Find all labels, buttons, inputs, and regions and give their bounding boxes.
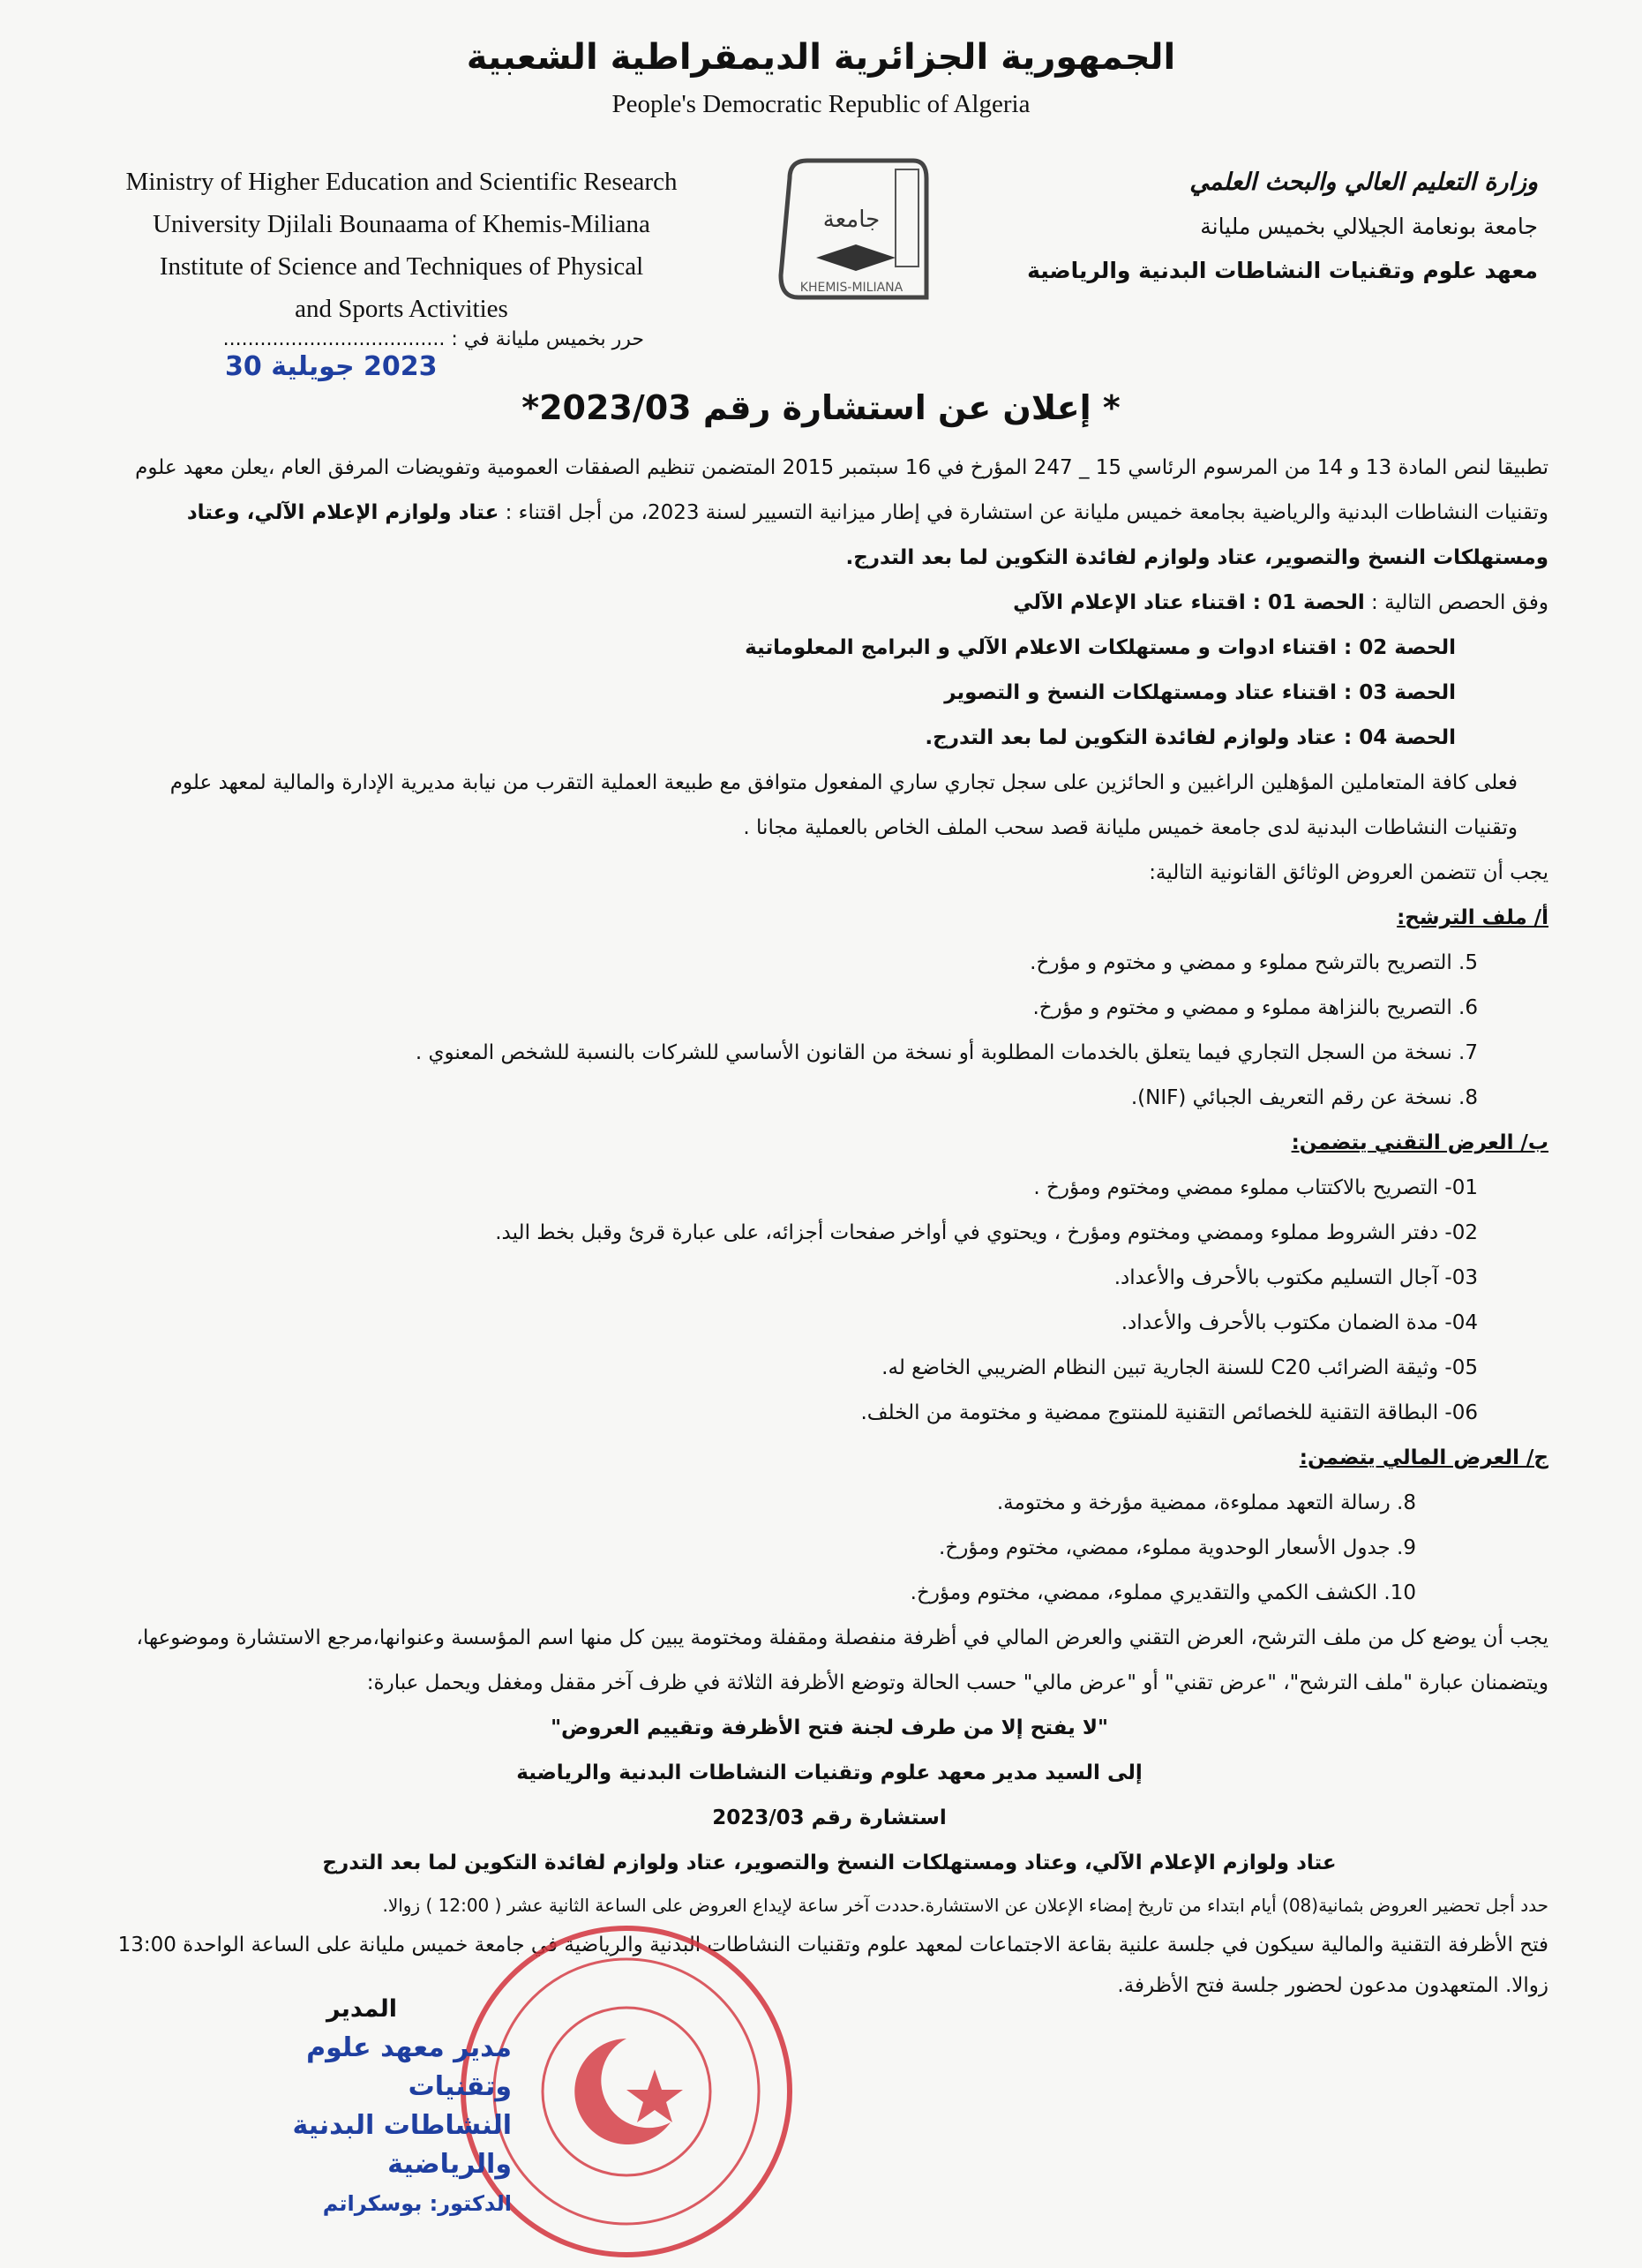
- logo-text: جامعة: [822, 207, 881, 233]
- list-item: 8. نسخة عن رقم التعريف الجبائي (NIF).: [1130, 1086, 1478, 1109]
- docs-intro: يجب أن تتضمن العروض الوثائق القانونية التالية:: [1149, 861, 1548, 884]
- list-item: 06- البطاقة التقنية للخصائص التقنية للمنتوج ممضية و مختومة من الخلف.: [860, 1401, 1478, 1424]
- section-title-candidacy: أ/ ملف الترشح:: [1397, 906, 1548, 929]
- header-line: وزارة التعليم العالي والبحث العلمي: [1189, 169, 1538, 196]
- signature-block: [212, 1990, 512, 2223]
- intro-paragraph: [110, 446, 1548, 581]
- lot-item: الحصة 03 : اقتناء عتاد ومستهلكات النسخ و التصوير: [944, 681, 1456, 704]
- header-line: and Sports Activities: [295, 295, 508, 323]
- lots-intro: [110, 581, 1548, 626]
- country-name-english: People's Democratic Republic of Algeria: [611, 90, 1031, 118]
- intro-bold-items: عتاد ولوازم الإعلام الآلي، وعتاد ومستهلكات النسخ والتصوير، عتاد ولوازم لفائدة التكوين لما بعد التدرج.: [186, 501, 1548, 569]
- list-item: 8. رسالة التعهد مملوءة، ممضية مؤرخة و مختومة.: [996, 1491, 1416, 1514]
- lot-item: الحصة 04 : عتاد ولوازم لفائدة التكوين لما بعد التدرج.: [925, 726, 1456, 749]
- header-line: University Djilali Bounaama of Khemis-Miliana: [153, 210, 650, 238]
- lot-item: الحصة 01 : اقتناء عتاد الإعلام الآلي: [1013, 591, 1365, 614]
- place-date-line: حرر بخميس مليانة في : ....................................: [222, 328, 644, 350]
- intro-text: تطبيقا لنص المادة 13 و 14 من المرسوم الرئاسي 15 _ 247 المؤرخ في 16 سبتمبر 2015 المتضمن تنظيم الصفقات العمومية وتفويضات المرفق العام ،يعلن معهد علوم وتقنيات النشاطات البدنية والرياضية بجامعة خميس مليانة عن استشارة في إطار ميزانية التسيير لسنة 2023، من أجل اقتناء :: [135, 456, 1548, 524]
- lots-intro-text: وفق الحصص التالية :: [1364, 591, 1548, 614]
- institution-header-english: [84, 161, 719, 330]
- envelope-paragraph: يجب أن يوضع كل من ملف الترشح، العرض التقني والعرض المالي في أظرفة منفصلة ومقفلة ومختومة يبين كل منها اسم المؤسسة وعنوانها،مرجع الاستشارة وموضوعها، ويتضمنان عبارة "ملف الترشح"، "عرض تقني" أو "عرض مالي" حسب الحالة وتوضع الأظرفة الثلاثة في ظرف آخر مقفل ومغفل ويحمل عبارة:: [136, 1626, 1548, 1694]
- header-line: معهد علوم وتقنيات النشاطات البدنية والرياضية: [1027, 258, 1538, 283]
- list-item: 05- وثيقة الضرائب C20 للسنة الجارية تبين النظام الضريبي الخاضع له.: [881, 1356, 1478, 1379]
- list-item: 9. جدول الأسعار الوحدوية مملوء، ممضي، مختوم ومؤرخ.: [939, 1536, 1416, 1559]
- header-line: Ministry of Higher Education and Scientific Research: [125, 168, 678, 196]
- header-line: جامعة بونعامة الجيلالي بخميس مليانة: [1200, 214, 1538, 239]
- section-title-technical: ب/ العرض التقني يتضمن:: [1291, 1131, 1548, 1154]
- list-item: 10. الكشف الكمي والتقديري مملوء، ممضي، مختوم ومؤرخ.: [910, 1581, 1416, 1604]
- list-item: 02- دفتر الشروط مملوء وممضي ومختوم ومؤرخ ، ويحتوي في أواخر صفحات أجزائه، على عبارة قرئ وقبل بخط اليد.: [495, 1221, 1478, 1244]
- document-body: [110, 446, 1548, 2006]
- university-logo: [763, 143, 940, 319]
- svg-text:KHEMIS-MILIANA: KHEMIS-MILIANA: [799, 281, 903, 295]
- list-item: 04- مدة الضمان مكتوب بالأحرف والأعداد.: [1121, 1311, 1478, 1334]
- lot-item: الحصة 02 : اقتناء ادوات و مستهلكات الاعلام الآلي و البرامج المعلوماتية: [745, 636, 1456, 659]
- document-title: * إعلان عن استشارة رقم 2023/03*: [521, 388, 1121, 427]
- institution-header-arabic: [991, 161, 1538, 293]
- list-item: 5. التصريح بالترشح مملوء و ممضي و مختوم و مؤرخ.: [1030, 951, 1478, 974]
- envelope-label-line: إلى السيد مدير معهد علوم وتقنيات النشاطات البدنية والرياضية: [516, 1761, 1143, 1784]
- signature-line: مدير معهد علوم وتقنيات: [306, 2032, 512, 2102]
- list-item: 6. التصريح بالنزاهة مملوء و ممضي و مختوم و مؤرخ.: [1032, 996, 1478, 1019]
- signature-line: النشاطات البدنية والرياضية: [292, 2110, 512, 2180]
- section-title-financial: ج/ العرض المالي يتضمن:: [1299, 1446, 1548, 1469]
- header-line: Institute of Science and Techniques of Physical: [159, 252, 644, 281]
- list-item: 01- التصريح بالاكتتاب مملوء ممضي ومختوم ومؤرخ .: [1033, 1176, 1478, 1199]
- signature-line: الدكتور: بوسكراتم: [322, 2191, 512, 2216]
- list-item: 7. نسخة من السجل التجاري فيما يتعلق بالخدمات المطلوبة أو نسخة من القانون الأساسي للشركات بالنسبة للشخص المعنوي .: [415, 1041, 1478, 1064]
- list-item: 03- آجال التسليم مكتوب بالأحرف والأعداد.: [1113, 1266, 1478, 1289]
- envelope-label-line: "لا يفتح إلا من طرف لجنة فتح الأظرفة وتقييم العروض": [551, 1716, 1108, 1739]
- date-stamp: 2023 جويلية 30: [225, 351, 438, 382]
- signature-title: المدير: [326, 1995, 398, 2023]
- opening-paragraph: فتح الأظرفة التقنية والمالية سيكون في جلسة علنية بقاعة الاجتماعات لمعهد علوم وتقنيات النشاطات البدنية والرياضية في جامعة خميس مليانة على الساعة الواحدة 13:00 زوالا. المتعهدون مدعون لحضور جلسة فتح الأظرفة.: [117, 1934, 1548, 1997]
- invitation-paragraph: فعلى كافة المتعاملين المؤهلين الراغبين و الحائزين على سجل تجاري ساري المفعول متوافق مع طبيعة العملية التقرب من نيابة مديرية الإدارة والمالية لمعهد علوم وتقنيات النشاطات البدنية لدى جامعة خميس مليانة قصد سحب الملف الخاص بالعملية مجانا .: [169, 771, 1518, 839]
- deadline-paragraph: حدد أجل تحضير العروض بثمانية(08) أيام ابتداء من تاريخ إمضاء الإعلان عن الاستشارة.حددت آخر ساعة لإيداع العروض على الساعة الثانية عشر ( 12:00 ) زوالا.: [382, 1895, 1548, 1916]
- envelope-label-line: عتاد ولوازم الإعلام الآلي، وعتاد ومستهلكات النسخ والتصوير، عتاد ولوازم لفائدة التكوين لما بعد التدرج: [322, 1851, 1337, 1874]
- country-name-arabic: الجمهورية الجزائرية الديمقراطية الشعبية: [466, 37, 1176, 78]
- envelope-label-line: استشارة رقم 2023/03: [712, 1806, 947, 1829]
